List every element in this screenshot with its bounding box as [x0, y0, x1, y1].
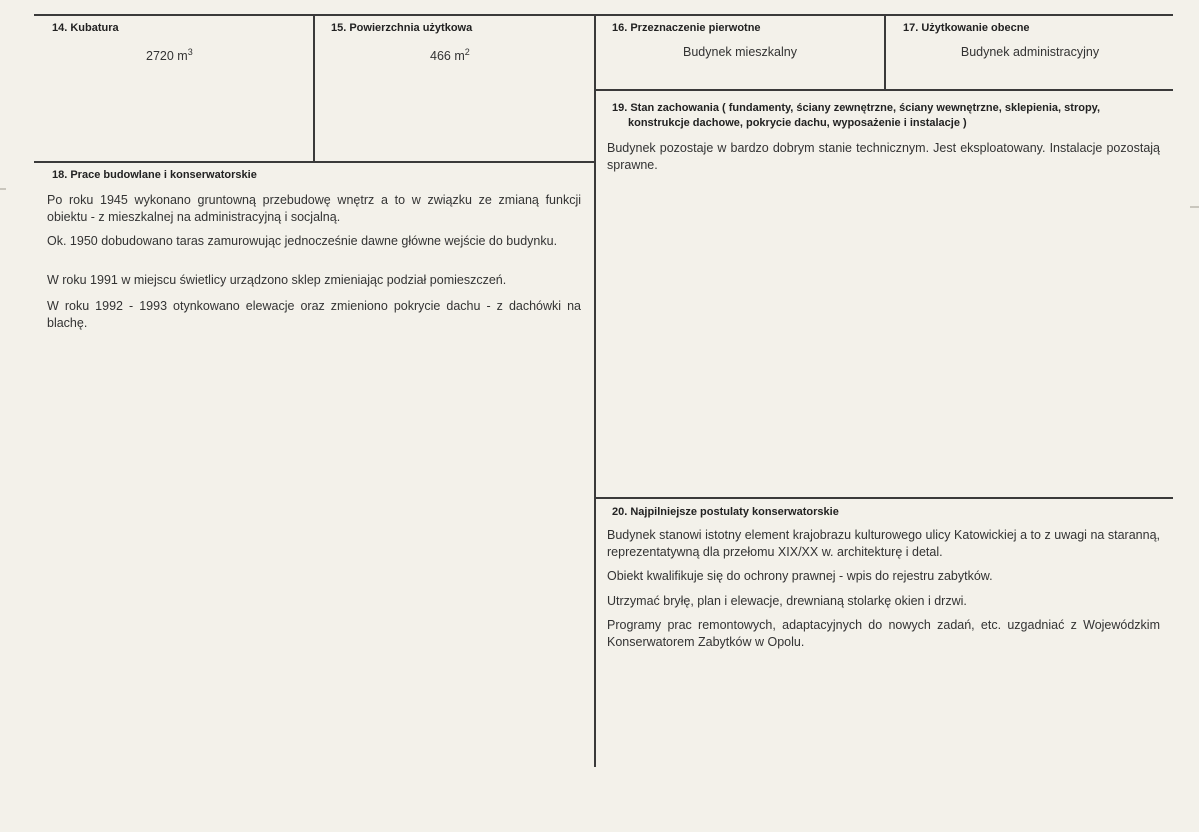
field-14-exponent: 3: [187, 47, 193, 57]
field-15-number: 466 m: [430, 49, 465, 64]
scan-edge-mark: [0, 188, 6, 190]
field-18-paragraph-4: W roku 1992 - 1993 otynkowano elewacje oraz zmieniono pokrycie dachu - z dachówki na blachę.: [47, 299, 581, 330]
field-14-value: [146, 44, 193, 64]
rule-above-18: [34, 161, 596, 163]
field-18-label: 18. Prace budowlane i konserwatorskie: [52, 169, 257, 181]
field-16-value: Budynek mieszkalny: [683, 45, 797, 59]
field-18-paragraph-1: Po roku 1945 wykonano gruntowną przebudowę wnętrz a to w związku ze zmianą funkcji obiektu - z mieszkalnej na administracyjną i socjalną.: [47, 193, 581, 224]
field-20-paragraph-3: Utrzymać bryłę, plan i elewacje, drewnianą stolarkę okien i drzwi.: [607, 594, 967, 608]
divider-14-15: [313, 14, 315, 163]
field-16-label: 16. Przeznaczenie pierwotne: [612, 22, 761, 34]
top-rule: [34, 14, 1173, 16]
rule-above-20: [595, 497, 1173, 499]
field-20-label: 20. Najpilniejsze postulaty konserwatorskie: [612, 506, 839, 518]
field-15-label: 15. Powierzchnia użytkowa: [331, 22, 473, 34]
field-17-label: 17. Użytkowanie obecne: [903, 22, 1030, 34]
scan-edge-mark: [1190, 206, 1199, 208]
field-18-paragraph-2: Ok. 1950 dobudowano taras zamurowując jednocześnie dawne główne wejście do budynku.: [47, 234, 558, 248]
field-14-label: 14. Kubatura: [52, 22, 119, 34]
field-20-paragraph-2: Obiekt kwalifikuje się do ochrony prawnej - wpis do rejestru zabytków.: [607, 569, 993, 583]
field-19-paragraph-1: Budynek pozostaje w bardzo dobrym stanie technicznym. Jest eksploatowany. Instalacje pozostają sprawne.: [607, 141, 1160, 172]
field-15-value: [430, 44, 470, 64]
field-17-value: Budynek administracyjny: [960, 45, 1100, 59]
field-14-number: 2720 m: [146, 49, 188, 64]
field-20-paragraph-4: Programy prac remontowych, adaptacyjnych do nowych zadań, etc. uzgadniać z Wojewódzkim Konserwatorem Zabytków w Opolu.: [607, 618, 1160, 649]
field-18-paragraph-3: W roku 1991 w miejscu świetlicy urządzono sklep zmieniając podział pomieszczeń.: [47, 273, 507, 287]
field-19-label-line-2: konstrukcje dachowe, pokrycie dachu, wyposażenie i instalacje ): [628, 117, 967, 129]
field-19-label-line-1: 19. Stan zachowania ( fundamenty, ściany zewnętrzne, ściany wewnętrzne, sklepienia, stropy,: [612, 102, 1101, 114]
divider-center: [594, 14, 596, 767]
field-15-exponent: 2: [464, 47, 470, 57]
field-20-paragraph-1: Budynek stanowi istotny element krajobrazu kulturowego ulicy Katowickiej a to z uwagi na staranną, reprezentatywną dla przełomu XIX/XX w. architekturę i detal.: [607, 528, 1160, 559]
